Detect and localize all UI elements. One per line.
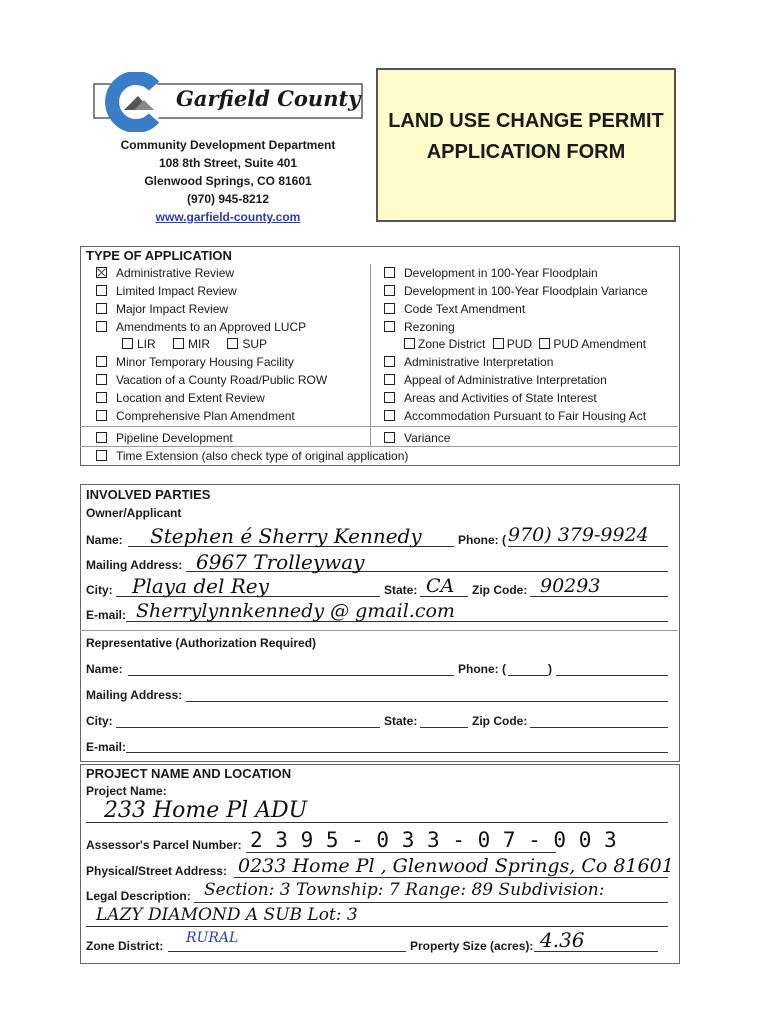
- owner-state-label: State:: [384, 583, 418, 597]
- owner-phone-value: 970) 379-9924: [508, 524, 649, 546]
- legal-description-field[interactable]: [194, 902, 668, 903]
- rep-phone-field-2[interactable]: [556, 675, 668, 676]
- owner-email-value: Sherrylynnkennedy @ gmail.com: [136, 600, 455, 622]
- checkbox-icon[interactable]: [96, 285, 107, 296]
- option-location-extent[interactable]: Location and Extent Review: [96, 391, 265, 405]
- checkbox-sup-icon[interactable]: [227, 338, 238, 349]
- checkbox-icon[interactable]: [96, 410, 107, 421]
- rep-name-label: Name:: [86, 662, 123, 676]
- legal-description-field-2[interactable]: [86, 926, 668, 927]
- logo-text: Garfield County: [176, 86, 361, 111]
- rep-phone-label: Phone: (: [458, 662, 506, 676]
- street-address-label: Physical/Street Address:: [86, 864, 227, 878]
- county-logo: [92, 72, 364, 132]
- checkbox-icon[interactable]: [384, 267, 395, 278]
- rep-city-field[interactable]: [116, 727, 380, 728]
- legal-description-label: Legal Description:: [86, 889, 191, 903]
- option-fair-housing[interactable]: Accommodation Pursuant to Fair Housing Act: [384, 409, 646, 423]
- rep-email-label: E-mail:: [86, 740, 127, 754]
- owner-phone-field[interactable]: [508, 546, 668, 547]
- zone-district-field[interactable]: [168, 951, 406, 952]
- checkbox-icon[interactable]: [384, 321, 395, 332]
- rep-email-field[interactable]: [126, 752, 668, 753]
- city-address: Glenwood Springs, CO 81601: [144, 174, 312, 188]
- department-address-block: [92, 136, 364, 226]
- owner-applicant-heading: Owner/Applicant: [86, 506, 182, 520]
- department-name: Community Development Department: [120, 138, 336, 152]
- option-floodplain-variance[interactable]: Development in 100-Year Floodplain Variance: [384, 284, 648, 298]
- form-title-line-1: LAND USE CHANGE PERMIT: [388, 110, 664, 132]
- option-limited-impact-review[interactable]: Limited Impact Review: [96, 284, 237, 298]
- property-size-value: 4.36: [540, 928, 585, 952]
- checkbox-icon[interactable]: [96, 356, 107, 367]
- rep-phone-close: ): [548, 662, 552, 676]
- involved-parties-heading: INVOLVED PARTIES: [86, 487, 211, 502]
- zone-district-label: Zone District:: [86, 939, 164, 953]
- checkbox-checked-icon[interactable]: [96, 267, 107, 278]
- divider: [80, 630, 678, 631]
- project-name-value: 233 Home Pl ADU: [104, 798, 308, 823]
- checkbox-icon[interactable]: [96, 392, 107, 403]
- option-administrative-review[interactable]: Administrative Review: [96, 266, 234, 280]
- rep-name-field[interactable]: [128, 675, 454, 676]
- checkbox-icon[interactable]: [96, 450, 107, 461]
- owner-mailing-label: Mailing Address:: [86, 558, 183, 572]
- option-code-text-amendment[interactable]: Code Text Amendment: [384, 302, 525, 316]
- option-comprehensive-plan[interactable]: Comprehensive Plan Amendment: [96, 409, 295, 423]
- checkbox-icon[interactable]: [384, 374, 395, 385]
- checkbox-icon[interactable]: [384, 285, 395, 296]
- option-vacation-road[interactable]: Vacation of a County Road/Public ROW: [96, 373, 327, 387]
- checkbox-icon[interactable]: [384, 356, 395, 367]
- checkbox-icon[interactable]: [96, 432, 107, 443]
- rep-phone-field[interactable]: [508, 675, 548, 676]
- owner-name-label: Name:: [86, 533, 123, 547]
- owner-phone-label: Phone: (: [458, 533, 506, 547]
- option-state-interest[interactable]: Areas and Activities of State Interest: [384, 391, 597, 405]
- parcel-number-field[interactable]: [246, 852, 556, 853]
- owner-state-value: CA: [426, 575, 455, 597]
- rep-city-label: City:: [86, 714, 113, 728]
- checkbox-pud-icon[interactable]: [493, 338, 504, 349]
- option-administrative-interpretation[interactable]: Administrative Interpretation: [384, 355, 553, 369]
- option-lucp-amendments[interactable]: Amendments to an Approved LUCP: [96, 320, 306, 334]
- option-pipeline-development[interactable]: Pipeline Development: [96, 431, 233, 445]
- property-size-label: Property Size (acres):: [410, 939, 534, 953]
- owner-zip-value: 90293: [540, 575, 601, 597]
- owner-city-value: Playa del Rey: [132, 574, 269, 598]
- parcel-number-value: 2 3 9 5 - 0 3 3 - 0 7 - 0 0 3: [250, 828, 617, 852]
- parcel-number-label: Assessor's Parcel Number:: [86, 838, 242, 852]
- department-phone: (970) 945-8212: [186, 192, 270, 206]
- zone-district-value: RURAL: [186, 930, 239, 946]
- divider: [80, 446, 678, 447]
- owner-email-label: E-mail:: [86, 608, 127, 622]
- owner-city-label: City:: [86, 583, 113, 597]
- rep-mailing-field[interactable]: [186, 701, 668, 702]
- divider: [80, 426, 678, 427]
- project-name-label: Project Name:: [86, 784, 167, 798]
- project-heading: PROJECT NAME AND LOCATION: [86, 766, 292, 781]
- checkbox-icon[interactable]: [96, 303, 107, 314]
- rezoning-suboptions: Zone District PUD PUD Amendment: [404, 337, 646, 351]
- checkbox-icon[interactable]: [384, 303, 395, 314]
- owner-mailing-value: 6967 Trolleyway: [196, 550, 365, 574]
- option-floodplain[interactable]: Development in 100-Year Floodplain: [384, 266, 598, 280]
- street-address: 108 8th Street, Suite 401: [158, 156, 298, 170]
- rep-mailing-label: Mailing Address:: [86, 688, 183, 702]
- county-website-link[interactable]: www.garfield-county.com: [155, 210, 301, 224]
- checkbox-icon[interactable]: [384, 392, 395, 403]
- legal-description-value-2: LAZY DIAMOND A SUB Lot: 3: [96, 905, 358, 925]
- option-minor-temporary-housing[interactable]: Minor Temporary Housing Facility: [96, 355, 294, 369]
- checkbox-icon[interactable]: [384, 410, 395, 421]
- rep-zip-label: Zip Code:: [472, 714, 528, 728]
- owner-name-value: Stephen é Sherry Kennedy: [150, 524, 422, 548]
- checkbox-lir-icon[interactable]: [122, 338, 133, 349]
- checkbox-zone-district-icon[interactable]: [404, 338, 415, 349]
- form-title-line-2: APPLICATION FORM: [426, 141, 626, 163]
- rep-zip-field[interactable]: [530, 727, 668, 728]
- option-major-impact-review[interactable]: Major Impact Review: [96, 302, 228, 316]
- lucp-suboptions: LIR MIR SUP: [122, 337, 267, 351]
- street-address-value: 0233 Home Pl , Glenwood Springs, Co 81601: [238, 855, 674, 877]
- rep-state-label: State:: [384, 714, 418, 728]
- option-variance[interactable]: Variance: [384, 431, 450, 445]
- representative-heading: Representative (Authorization Required): [86, 636, 317, 650]
- option-rezoning[interactable]: Rezoning: [384, 320, 455, 334]
- checkbox-icon[interactable]: [384, 432, 395, 443]
- checkbox-icon[interactable]: [96, 374, 107, 385]
- owner-zip-label: Zip Code:: [472, 583, 528, 597]
- type-of-application-heading: TYPE OF APPLICATION: [86, 248, 232, 263]
- form-title-box: [376, 68, 676, 222]
- street-address-field[interactable]: [234, 877, 668, 878]
- rep-state-field[interactable]: [420, 727, 468, 728]
- checkbox-pud-amendment-icon[interactable]: [539, 338, 550, 349]
- project-name-field[interactable]: [86, 822, 668, 823]
- option-appeal-interpretation[interactable]: Appeal of Administrative Interpretation: [384, 373, 607, 387]
- option-time-extension[interactable]: Time Extension (also check type of original application): [96, 449, 408, 463]
- column-divider: [370, 264, 371, 446]
- checkbox-icon[interactable]: [96, 321, 107, 332]
- checkbox-mir-icon[interactable]: [173, 338, 184, 349]
- legal-description-value-1: Section: 3 Township: 7 Range: 89 Subdivision:: [204, 880, 605, 900]
